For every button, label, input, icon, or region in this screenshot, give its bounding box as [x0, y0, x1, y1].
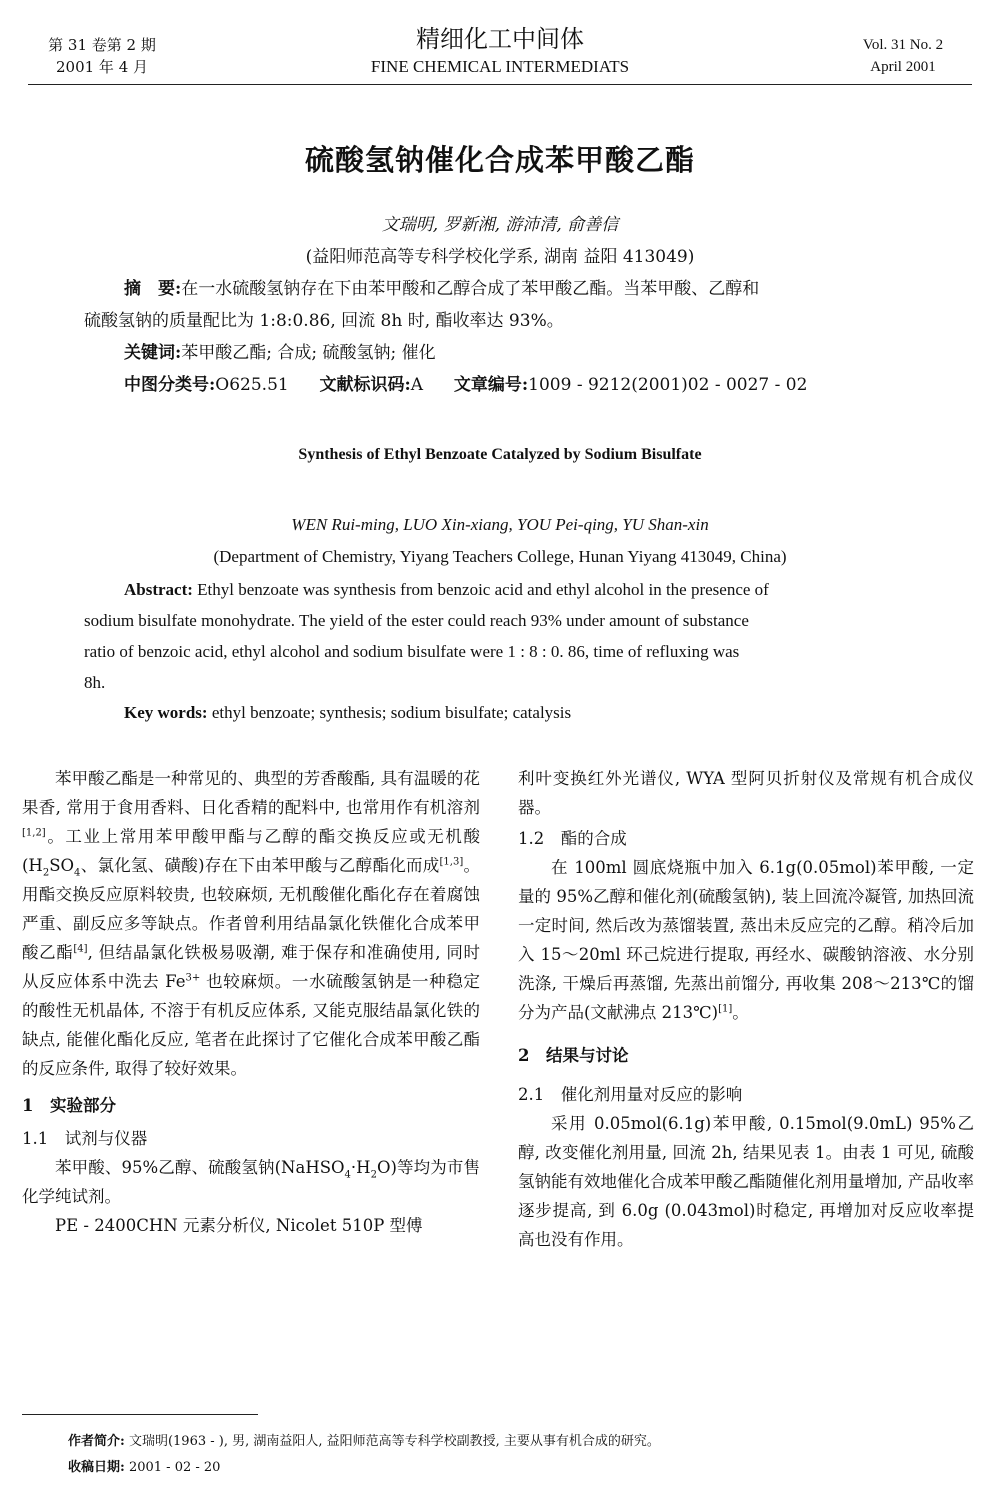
synthesis-paragraph	[518, 853, 974, 1027]
received-label: 收稿日期:	[68, 1460, 125, 1475]
abstract-cn-label: 摘 要:	[124, 279, 182, 299]
article-number-value: 1009 - 9212(2001)02 - 0027 - 02	[528, 375, 808, 395]
intro-text-d: 、氯化氢、磺酸)存在下由苯甲酸与乙醇酯化而成	[80, 856, 440, 875]
abstract-en-label: Abstract:	[124, 580, 193, 599]
intro-text-e: 。用酯交换反应原料较贵, 也较麻烦, 无机酸催化酯化存在着腐蚀严重、副反应多等缺点。作者曾利用结晶氯化铁催化合成苯甲酸乙酯	[22, 856, 481, 962]
body-right-column	[518, 764, 974, 1254]
received-date: 2001 - 02 - 20	[128, 1460, 221, 1475]
results-paragraph: 采用 0.05mol(6.1g)苯甲酸, 0.15mol(9.0mL) 95%乙醇, 改变催化剂用量, 回流 2h, 结果见表 1。由表 1 可见, 硫酸氢钠能有效地催化合成苯甲酸乙酯随催化剂用量增加, 产品收率逐步提高, 到 6.0g (0.043mol)时稳定, 再增加对反应收率提高也没有作用。	[518, 1114, 974, 1249]
abstract-en-line4: 8h.	[84, 673, 106, 692]
sub-so4: 4	[74, 867, 81, 879]
section-1-1-heading: 1.1 试剂与仪器	[22, 1129, 148, 1148]
keywords-cn-text: 苯甲酸乙酯; 合成; 硫酸氢钠; 催化	[181, 343, 436, 363]
bio-label: 作者简介:	[68, 1434, 125, 1449]
abstract-en	[84, 574, 924, 698]
synthesis-end: 。	[732, 1003, 749, 1022]
intro-text-b: 。工业上常用苯甲酸甲酯与乙醇的酯交换反应或无机酸(H	[22, 827, 480, 875]
sub-2: 2	[370, 1169, 377, 1181]
ref-1-2: [1,2]	[22, 827, 46, 839]
footnote-rule	[22, 1414, 258, 1415]
abstract-cn-text1: 在一水硫酸氢钠存在下由苯甲酸和乙醇合成了苯甲酸乙酯。当苯甲酸、乙醇和	[181, 279, 760, 299]
bio-text: 文瑞明(1963 - ), 男, 湖南益阳人, 益阳师范高等专科学校副教授, 主要从事有机合成的研究。	[128, 1434, 660, 1449]
doc-code-label: 文献标识码:	[319, 375, 411, 395]
journal-name-en: FINE CHEMICAL INTERMEDIATS	[370, 57, 630, 76]
affiliation-cn: (益阳师范高等专科学校化学系, 湖南 益阳 413049)	[305, 247, 695, 267]
keywords-en-text: ethyl benzoate; synthesis; sodium bisulfate; catalysis	[211, 703, 572, 722]
keywords-cn	[124, 338, 436, 368]
authors-cn: 文瑞明, 罗新湘, 游沛清, 俞善信	[381, 215, 619, 235]
reagents-text-c: O)等均为市售化学纯试剂。	[22, 1158, 480, 1206]
synthesis-text: 在 100ml 圆底烧瓶中加入 6.1g(0.05mol)苯甲酸, 一定量的 95%乙醇和催化剂(硫酸氢钠), 装上回流冷凝管, 加热回流一定时间, 然后改为蒸馏装置, 蒸出未反应完的乙醇。稍冷后加入 15～20ml 环己烷进行提取, 再经水、碳酸钠溶液、水分别洗涤, 干燥后再蒸馏, 先蒸出前馏分, 再收集 208～213℃的馏分为产品(文献沸点 213℃)	[518, 858, 974, 1022]
clc-value: O625.51	[215, 375, 289, 395]
instruments-continued: 利叶变换红外光谱仪, WYA 型阿贝折射仪及常规有机合成仪器。	[518, 769, 974, 817]
intro-text-g: 也较麻烦。一水硫酸氢钠是一种稳定的酸性无机晶体, 不溶于有机反应体系, 又能克服结晶氯化铁的缺点, 能催化酯化反应, 笔者在此探讨了它催化合成苯甲酸乙酯的反应条件, 取得了较好效果。	[22, 972, 480, 1078]
intro-paragraph	[22, 764, 480, 1083]
ref-1: [1]	[718, 1003, 733, 1015]
header-rule	[28, 84, 972, 85]
footnote-received-date	[68, 1456, 220, 1480]
abstract-en-line1	[84, 574, 924, 605]
sup-fe3: 3+	[185, 972, 201, 984]
paper-title-cn: 硫酸氢钠催化合成苯甲酸乙酯	[304, 143, 695, 177]
reagents-text-b: ·H	[350, 1158, 371, 1177]
abstract-en-line2: sodium bisulfate monohydrate. The yield of the ester could reach 93% under amount of substance	[84, 611, 749, 630]
header-month: April 2001	[870, 59, 936, 75]
abstract-en-text1: Ethyl benzoate was synthesis from benzoic acid and ethyl alcohol in the presence of	[197, 580, 769, 599]
keywords-en	[124, 700, 571, 726]
authors-en: WEN Rui-ming, LUO Xin-xiang, YOU Pei-qing, YU Shan-xin	[291, 515, 709, 534]
ref-4: [4]	[73, 943, 88, 955]
section-1-2-heading: 1.2 酯的合成	[518, 829, 627, 848]
section-1-heading: 1 实验部分	[22, 1096, 116, 1115]
sub-h2: 2	[42, 867, 50, 879]
section-2-heading: 2 结果与讨论	[518, 1046, 629, 1065]
keywords-en-label: Key words:	[124, 703, 208, 722]
intro-text-f: , 但结晶氯化铁极易吸潮, 难于保存和准确使用, 同时从反应体系中洗去 Fe	[22, 943, 480, 991]
ref-1-3: [1,3]	[439, 856, 464, 868]
abstract-en-line3: ratio of benzoic acid, ethyl alcohol and sodium bisulfate were 1 : 8 : 0. 86, time of refluxing was	[84, 642, 740, 661]
header-vol-en	[848, 34, 958, 78]
sub-4: 4	[344, 1169, 351, 1181]
journal-name-cn: 精细化工中间体	[416, 25, 584, 53]
affiliation-en: (Department of Chemistry, Yiyang Teachers College, Hunan Yiyang 413049, China)	[213, 547, 787, 566]
footnote-author-bio	[68, 1430, 660, 1454]
abstract-cn-line1	[124, 274, 920, 304]
header-volume: 第 31 卷第 2 期	[48, 36, 156, 54]
reagents-paragraph	[22, 1153, 480, 1211]
article-number-label: 文章编号:	[453, 375, 529, 395]
reagents-text-a: 苯甲酸、95%乙醇、硫酸氢钠(NaHSO	[55, 1158, 345, 1177]
abstract-cn-line2: 硫酸氢钠的质量配比为 1:8:0.86, 回流 8h 时, 酯收率达 93%。	[84, 311, 564, 331]
intro-text-a: 苯甲酸乙酯是一种常见的、典型的芳香酸酯, 具有温暖的花果香, 常用于食用香料、日化香精的配料中, 也常用作有机溶剂	[22, 769, 480, 817]
body-left-column	[22, 764, 480, 1240]
doc-code-value: A	[410, 375, 424, 395]
header-date: 2001 年 4 月	[55, 58, 149, 76]
keywords-cn-label: 关键词:	[124, 343, 182, 363]
paper-title-en: Synthesis of Ethyl Benzoate Catalyzed by Sodium Bisulfate	[298, 446, 702, 463]
header-vol-no: Vol. 31 No. 2	[862, 37, 944, 53]
intro-text-c: SO	[49, 856, 75, 875]
section-2-1-heading: 2.1 催化剂用量对反应的影响	[518, 1085, 743, 1104]
classification-line	[124, 370, 807, 400]
clc-label: 中图分类号:	[124, 375, 216, 395]
instruments-paragraph: PE - 2400CHN 元素分析仪, Nicolet 510P 型傅	[55, 1216, 423, 1235]
